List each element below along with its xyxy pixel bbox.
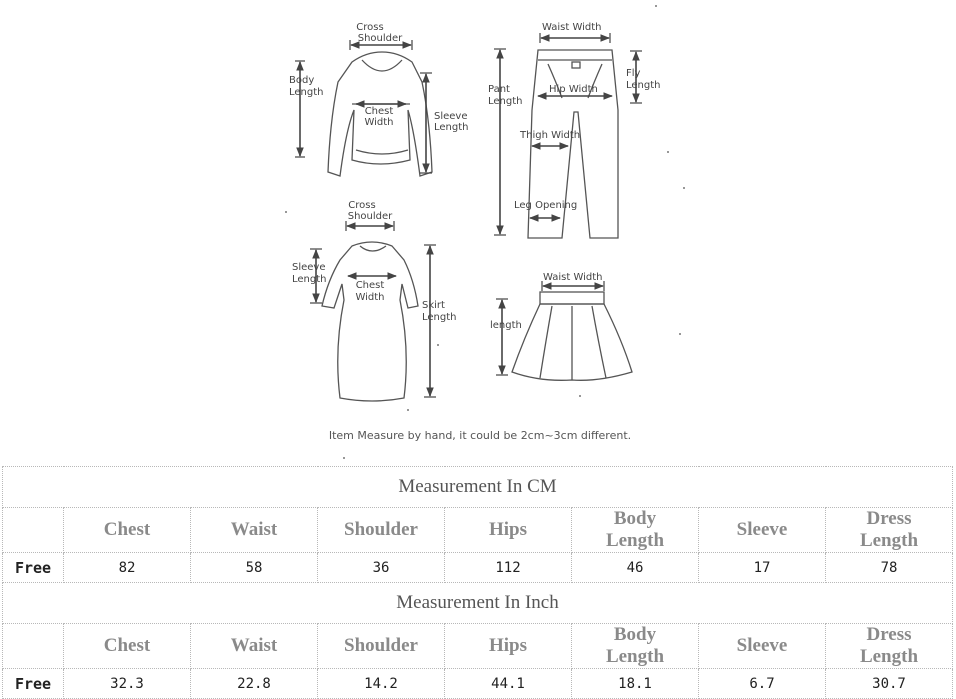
- pants-waist-width-arrow: [540, 33, 610, 43]
- header-row: [3, 508, 953, 553]
- pants-pant-length-arrow: [494, 49, 506, 235]
- value-dress-length: 30.7: [826, 669, 953, 699]
- column-header-body-length: Body Length: [572, 624, 699, 669]
- value-shoulder: 14.2: [318, 669, 445, 699]
- column-header-shoulder: Shoulder: [318, 624, 445, 669]
- value-shoulder: 36: [318, 553, 445, 583]
- header-row: [3, 624, 953, 669]
- table-row: [3, 553, 953, 583]
- value-waist: 58: [191, 553, 318, 583]
- dress-chest-width-label: Chest Width: [355, 280, 385, 303]
- column-header-dress-length: Dress Length: [826, 624, 953, 669]
- skirt-length-arrow: [496, 299, 508, 375]
- value-body-length: 18.1: [572, 669, 699, 699]
- value-sleeve: 6.7: [699, 669, 826, 699]
- pants-thigh-width-label: Thigh Width: [520, 130, 581, 141]
- top-sleeve-length-label: Sleeve Length: [434, 111, 469, 133]
- pants-hip-width-label: Hip Width: [549, 84, 598, 95]
- top-cross-shoulder-label: Cross Shoulder: [356, 22, 403, 44]
- value-dress-length: 78: [826, 553, 953, 583]
- table-title: Measurement In Inch: [3, 583, 953, 624]
- value-waist: 22.8: [191, 669, 318, 699]
- column-header-chest: Chest: [64, 508, 191, 553]
- pants-waist-width-label: Waist Width: [542, 22, 602, 33]
- value-chest: 82: [64, 553, 191, 583]
- header-blank-cell: [3, 624, 64, 669]
- header-blank-cell: [3, 508, 64, 553]
- table-title: Measurement In CM: [3, 467, 953, 508]
- pants-fly-length-label: Fly Length: [626, 68, 661, 91]
- value-body-length: 46: [572, 553, 699, 583]
- column-header-hips: Hips: [445, 508, 572, 553]
- table-row: [3, 669, 953, 699]
- top-chest-width-label: Chest Width: [364, 106, 394, 128]
- dress-sleeve-length-label: Sleeve Length: [292, 262, 327, 285]
- column-header-sleeve: Sleeve: [699, 624, 826, 669]
- skirt-waist-width-label: Waist Width: [543, 272, 603, 283]
- dress-garment-figure: [322, 242, 418, 401]
- value-sleeve: 17: [699, 553, 826, 583]
- size-label: Free: [3, 553, 64, 583]
- column-header-hips: Hips: [445, 624, 572, 669]
- top-sleeve-length-arrow: [420, 73, 432, 173]
- value-hips: 44.1: [445, 669, 572, 699]
- size-label: Free: [3, 669, 64, 699]
- column-header-dress-length: Dress Length: [826, 508, 953, 553]
- dress-cross-shoulder-arrow: [346, 221, 394, 231]
- column-header-sleeve: Sleeve: [699, 508, 826, 553]
- pants-leg-opening-label: Leg Opening: [514, 200, 578, 211]
- skirt-length-label: length: [490, 320, 522, 331]
- measurement-table-inch: [2, 582, 953, 699]
- pants-pant-length-label: Pant Length: [488, 84, 523, 107]
- column-header-shoulder: Shoulder: [318, 508, 445, 553]
- value-chest: 32.3: [64, 669, 191, 699]
- column-header-waist: Waist: [191, 508, 318, 553]
- column-header-body-length: Body Length: [572, 508, 699, 553]
- dress-skirt-length-label: Skirt Length: [422, 300, 457, 323]
- measurement-note: Item Measure by hand, it could be 2cm~3cm different.: [328, 429, 632, 442]
- value-hips: 112: [445, 553, 572, 583]
- column-header-waist: Waist: [191, 624, 318, 669]
- skirt-garment-figure: [512, 292, 632, 380]
- measurement-table-cm: [2, 466, 953, 583]
- dress-cross-shoulder-label: Cross Shoulder: [347, 200, 393, 222]
- column-header-chest: Chest: [64, 624, 191, 669]
- top-body-length-label: Body Length: [289, 75, 324, 98]
